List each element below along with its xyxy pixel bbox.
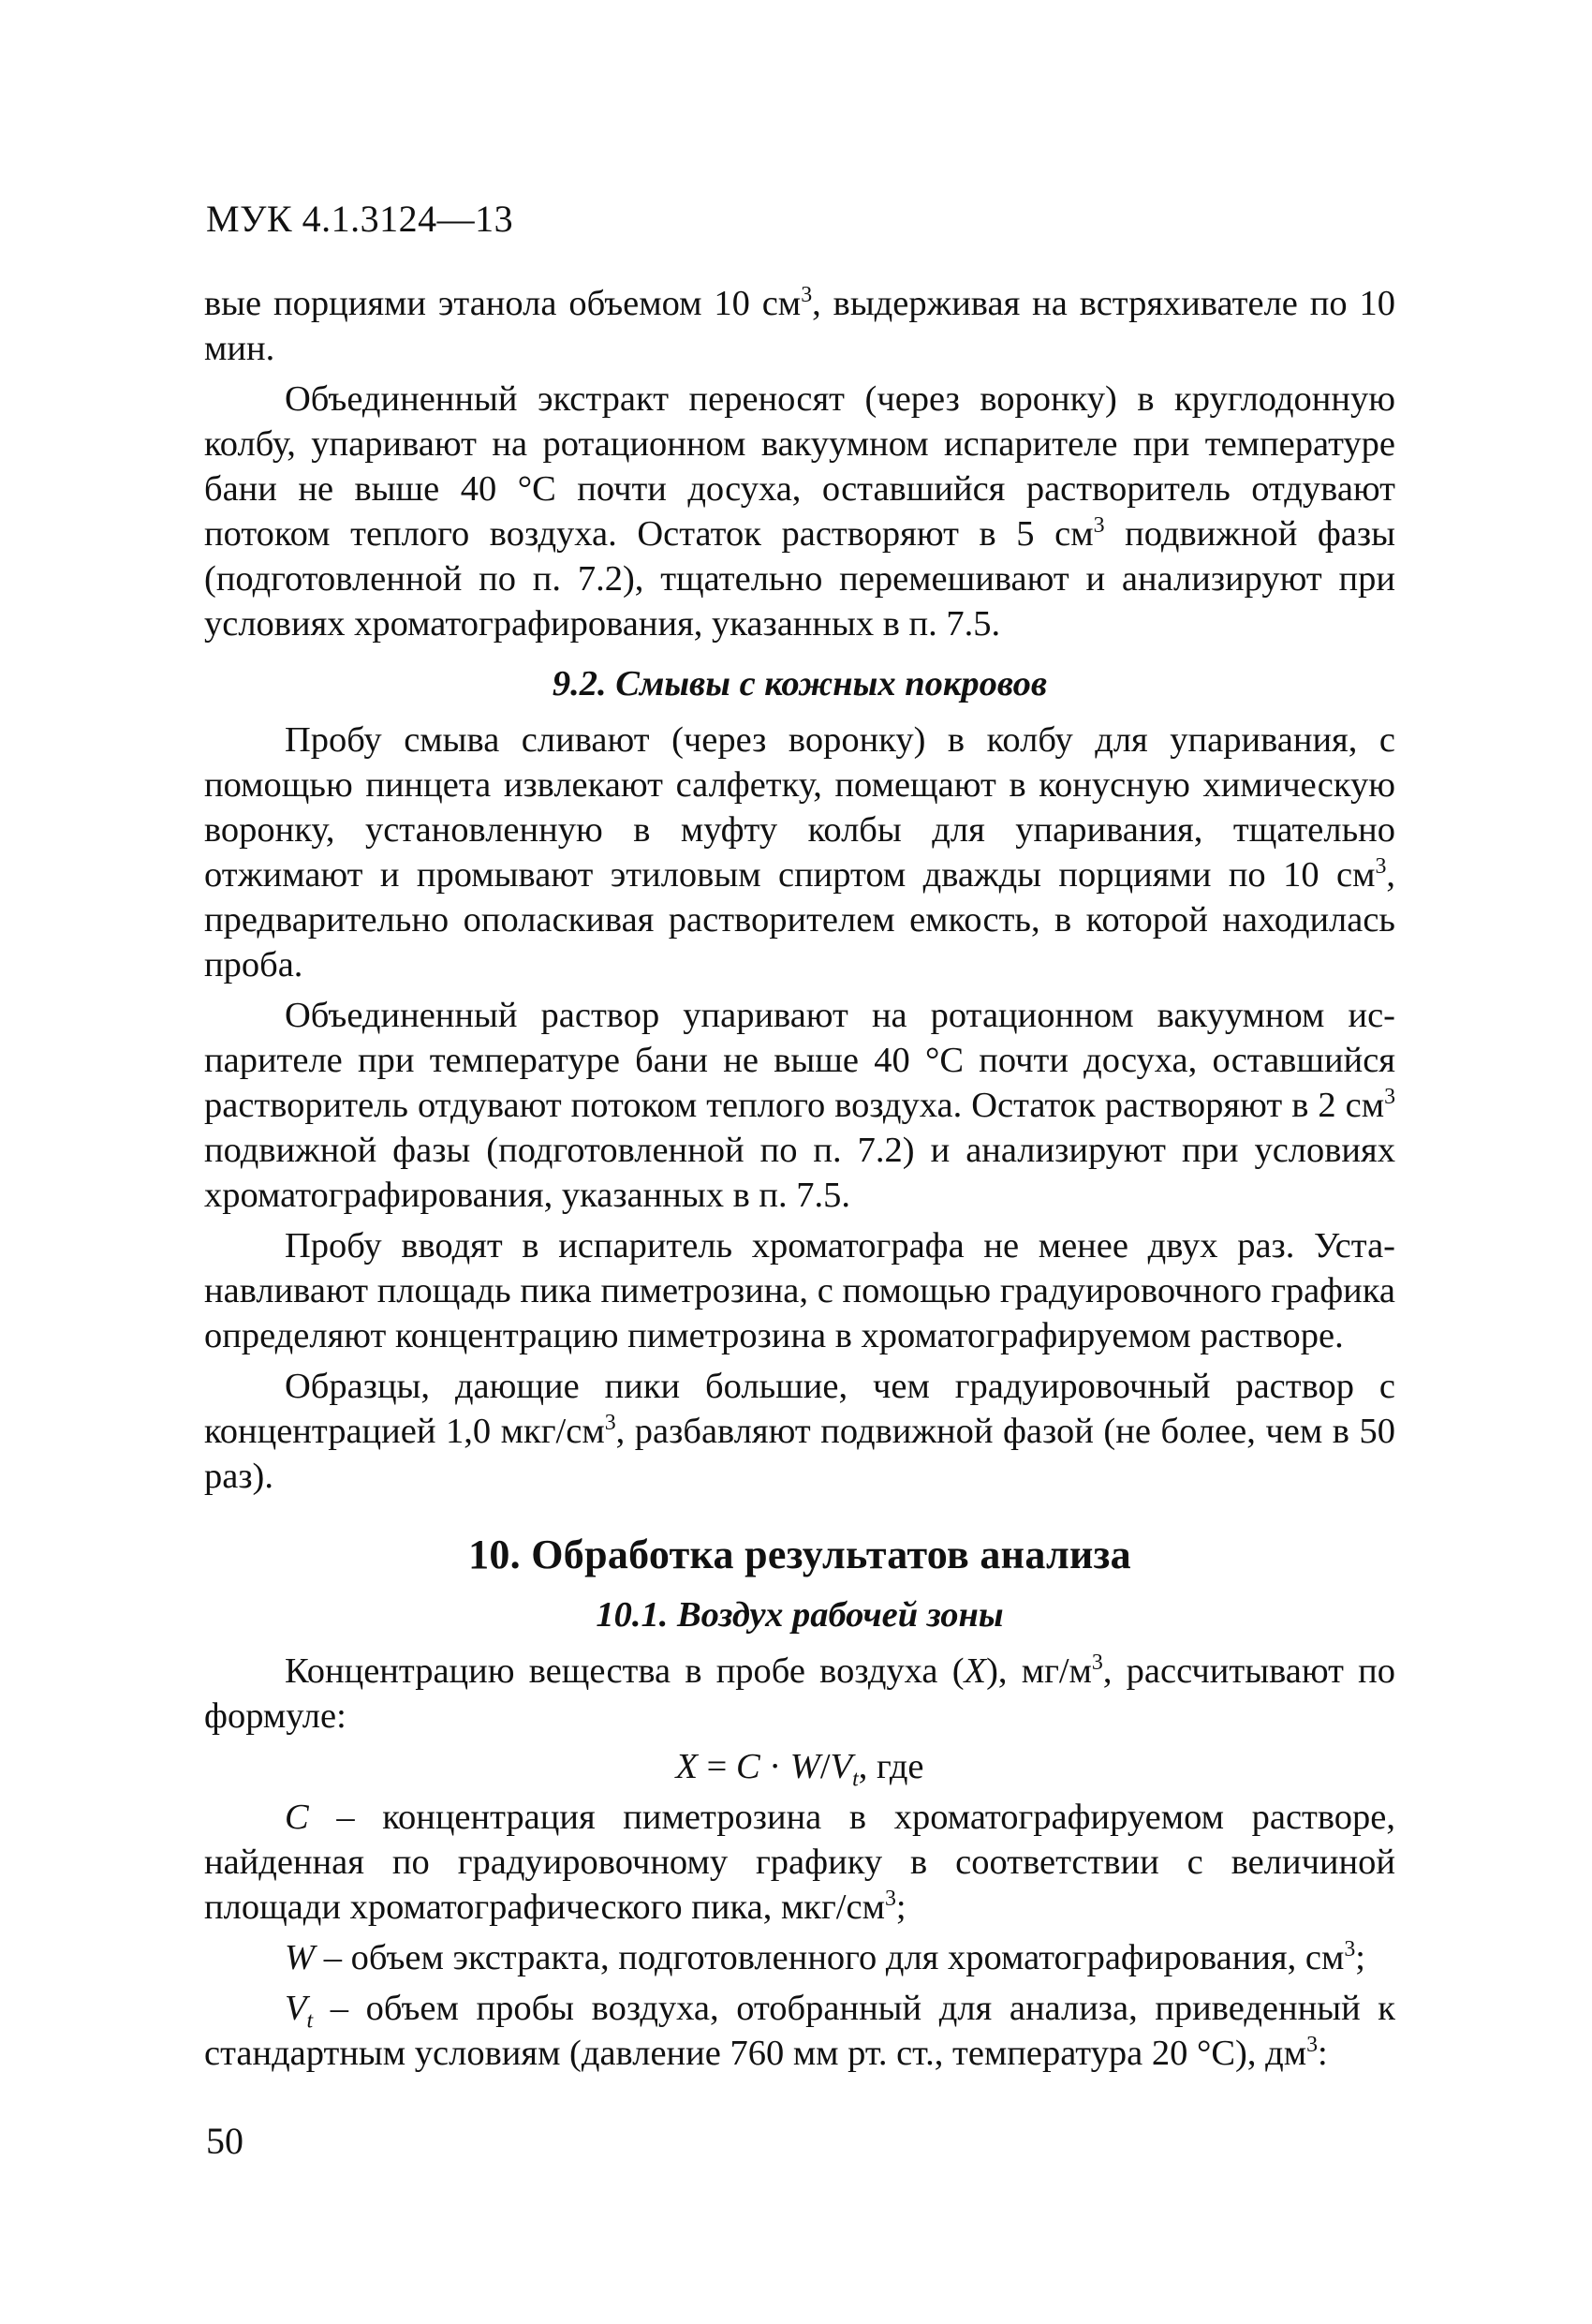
paragraph-dilution (204, 1364, 1395, 1499)
superscript: 3 (1375, 854, 1387, 880)
definition-w (204, 1935, 1395, 1980)
section-heading-10: 10. Обработка результатов анализа (468, 1532, 1131, 1577)
definition-c (204, 1795, 1395, 1930)
formula-slash: / (819, 1747, 831, 1786)
text-segment: : (1318, 2034, 1328, 2073)
formula-v: V (830, 1747, 853, 1786)
variable-w: W (285, 1938, 316, 1977)
text-segment: Объединенный экстракт переносят (через воронку) в круглодонную колбу, упаривают на ротационном вакуумном испарителе при температуре бани не выше 40 °С почти досуха, оставшийся растворитель отдувают потоком теплого воздуха. Остаток растворяют в 5 см (204, 379, 1395, 554)
text-segment: подвижной фазы (подготовленной по п. 7.2) и анализируют при условиях хроматографирования, указанных в п. 7.5. (204, 1131, 1395, 1215)
text-segment: Образцы, дающие пики большие, чем градуировочный раствор с концентрацией 1,0 мкг/см (204, 1367, 1395, 1451)
text-segment: – концентрация пиметрозина в хроматографируемом растворе, найденная по градуировочному графику в соответствии с величиной площади хроматографического пика, мкг/см (204, 1798, 1395, 1927)
text-segment: , разбавляют подвижной фазой (не более, чем в 50 раз). (204, 1412, 1395, 1496)
paragraph-combined-solution (204, 993, 1395, 1218)
formula-tail: , где (858, 1747, 924, 1786)
formula-c: C (735, 1747, 760, 1786)
text-segment: , выдерживая на встряхивателе по 10 мин. (204, 284, 1395, 368)
superscript: 3 (1384, 1085, 1395, 1110)
paragraph-combined-extract (204, 377, 1395, 646)
text-segment: ; (1355, 1938, 1365, 1977)
superscript: 3 (1093, 513, 1105, 539)
text-segment: ; (895, 1887, 907, 1927)
formula-equals: = (698, 1747, 736, 1786)
paragraph-continuation (204, 281, 1395, 371)
paragraph-concentration (204, 1649, 1395, 1739)
document-code-header: МУК 4.1.3124—13 (206, 198, 514, 240)
paragraph-injection: Пробу вводят в испаритель хроматографа не менее двух раз. Устанавливают площадь пика пиметрозина, с помощью градуировочного графика определяют концентрацию пиметрозина в хроматографируемом растворе. (204, 1226, 1395, 1355)
superscript: 3 (884, 1887, 896, 1912)
text-segment: подвижной фазы (подготовленной по п. 7.2), тщательно перемешивают и анализируют при условиях хроматографирования, указанных в п. 7.5. (204, 514, 1395, 644)
variable-v: V (285, 1989, 307, 2028)
text-segment: Объединенный раствор упаривают на ротационном вакуумном испарителе при температуре бани не выше 40 °С почти досуха, оставшийся растворитель отдувают потоком теплого воздуха. Остаток растворяют в 2 см (204, 996, 1395, 1125)
text-segment: – объем экстракта, подготовленного для хроматографирования, см (315, 1938, 1345, 1977)
variable-v-subscript: t (306, 2008, 314, 2034)
superscript: 3 (1091, 1650, 1103, 1676)
text-segment: – объем пробы воздуха, отобранный для анализа, приведенный к стандартным условиям (давление 760 мм рт. ст., температура 20 °С), дм (204, 1989, 1395, 2073)
formula-dot: · (759, 1747, 790, 1786)
superscript: 3 (1344, 1937, 1356, 1962)
variable-c: C (285, 1798, 309, 1837)
text-segment: ), мг/м (986, 1651, 1092, 1691)
formula-w: W (789, 1747, 820, 1786)
formula (204, 1744, 1395, 1792)
superscript: 3 (801, 283, 813, 308)
text-segment: вые порциями этанола объемом 10 см (204, 284, 802, 323)
text-segment: Концентрацию вещества в пробе воздуха ( (285, 1651, 965, 1691)
formula-v-subscript: t (852, 1767, 859, 1792)
variable-x: X (964, 1651, 987, 1691)
text-segment: Пробу смыва сливают (через воронку) в колбу для упаривания, с помощью пинцета извлекают салфетку, помещают в конусную химическую воронку, установленную в муфту колбы для упаривания, тщательно отжимают и промывают этиловым спиртом дважды порциями по 10 см (204, 720, 1395, 895)
paragraph-swab-sample (204, 718, 1395, 987)
superscript: 3 (1306, 2033, 1318, 2058)
subsection-heading-10-1: 10.1. Воздух рабочей зоны (596, 1595, 1004, 1635)
definition-v (204, 1986, 1395, 2076)
text-segment: , предварительно ополаскивая растворителем емкость, в которой находилась проба. (204, 855, 1395, 984)
page-content (204, 281, 1395, 2081)
text-segment: , рассчитывают по формуле: (204, 1651, 1395, 1736)
page-number: 50 (206, 2120, 243, 2162)
subsection-heading-9-2: 9.2. Смывы с кожных покровов (552, 664, 1048, 703)
superscript: 3 (604, 1411, 616, 1436)
formula-lhs: X (675, 1747, 699, 1786)
